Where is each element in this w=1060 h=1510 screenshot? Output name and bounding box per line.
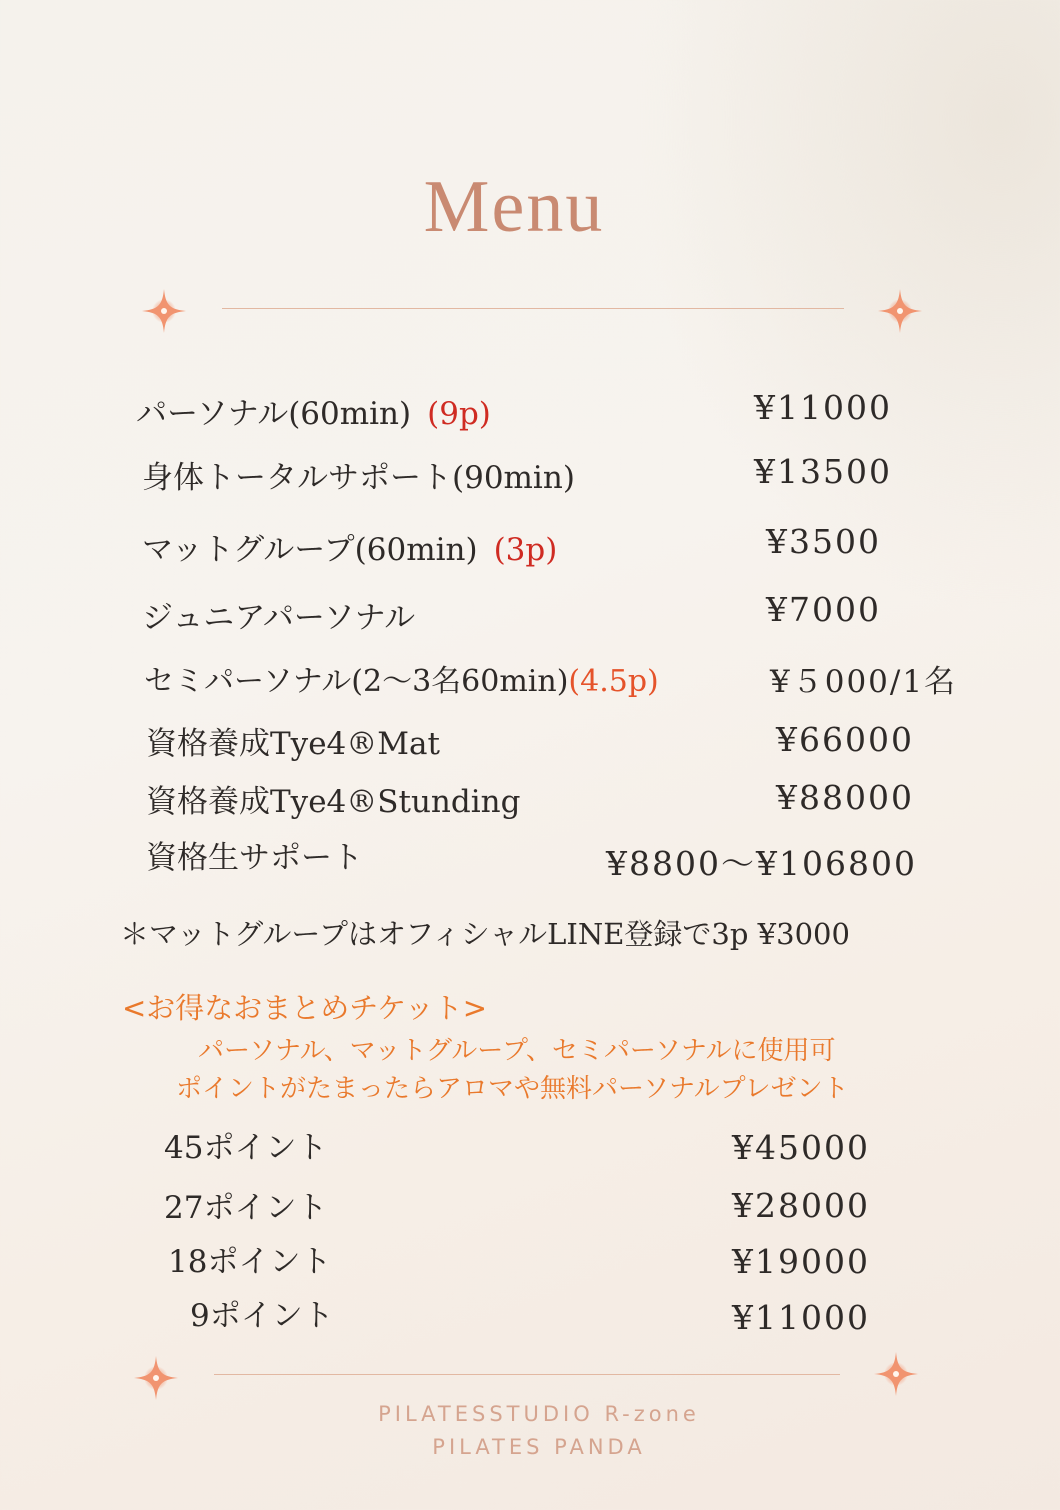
tickets-description: ポイントがたまったらアロマや無料パーソナルプレゼント (176, 1074, 849, 1104)
tickets-description: パーソナル、マットグループ、セミパーソナルに使用可 (198, 1036, 836, 1066)
sparkle-icon (140, 287, 188, 335)
menu-item-name: 身体トータルサポート(90min) (142, 460, 575, 496)
ticket-label: 27ポイント (164, 1190, 328, 1226)
ticket-price: ¥45000 (732, 1128, 870, 1167)
menu-item-price: ¥3500 (766, 522, 881, 561)
menu-item-price: ¥５000/1名 (770, 664, 958, 700)
ticket-label: 18ポイント (168, 1244, 332, 1280)
page-title: Menu (423, 166, 605, 248)
menu-item-name: ジュニアパーソナル (142, 600, 416, 636)
menu-item-points: (3p) (493, 532, 558, 568)
menu-item-price: ¥66000 (776, 720, 914, 759)
menu-item-name: 資格養成Tye4®Mat (146, 726, 440, 762)
sparkle-icon (872, 1350, 920, 1398)
menu-item-name: マットグループ(60min) (3p) (142, 532, 558, 568)
ticket-label: 45ポイント (164, 1130, 328, 1166)
ticket-price: ¥11000 (732, 1298, 870, 1337)
footer-brand-name: PILATES PANDA (432, 1435, 646, 1459)
menu-item-price: ¥88000 (776, 778, 914, 817)
menu-item-name: 資格生サポート (146, 840, 363, 876)
ticket-label: 9ポイント (190, 1298, 334, 1334)
footnote: ＊マットグループはオフィシャルLINE登録で3p ¥3000 (120, 917, 850, 951)
divider-top (222, 308, 844, 309)
footer-studio-name: PILATESSTUDIO R-zone (378, 1402, 700, 1426)
menu-item-price: ¥8800〜¥106800 (606, 844, 917, 883)
menu-item-price: ¥7000 (766, 590, 881, 629)
sparkle-icon (132, 1354, 180, 1402)
menu-item-points: (9p) (427, 396, 491, 432)
tickets-heading: <お得なおまとめチケット> (122, 991, 487, 1025)
menu-item-name: セミパーソナル(2〜3名60min)(4.5p) (144, 664, 659, 699)
menu-item-name: 資格養成Tye4®Stunding (146, 784, 521, 820)
ticket-price: ¥28000 (732, 1186, 870, 1225)
divider-bottom (214, 1374, 840, 1375)
menu-item-points: (4.5p) (568, 664, 659, 699)
menu-item-price: ¥11000 (754, 388, 892, 427)
menu-item-name: パーソナル(60min) (9p) (136, 396, 491, 432)
sparkle-icon (876, 287, 924, 335)
ticket-price: ¥19000 (732, 1242, 870, 1281)
menu-item-price: ¥13500 (754, 452, 892, 491)
